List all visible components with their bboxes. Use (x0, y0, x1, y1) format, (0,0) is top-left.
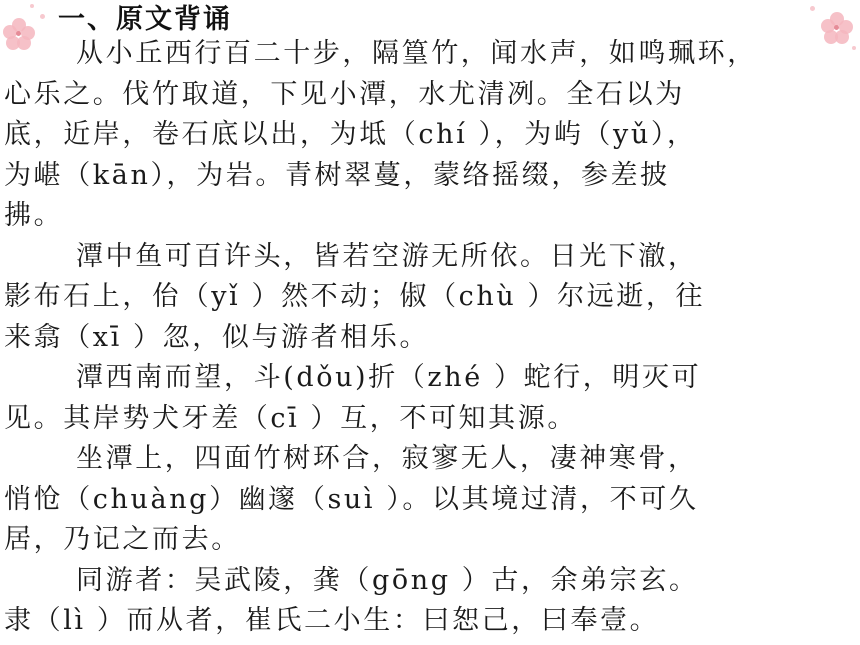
passage-line: 悄怆（chuàng）幽邃（suì ）。以其境过清，不可久 (4, 483, 699, 515)
passage-line: 心乐之。伐竹取道，下见小潭，水尤清冽。全石以为 (4, 78, 685, 110)
petal-dot (30, 4, 34, 8)
passage-line: 拂。 (4, 200, 64, 231)
passage-line: 同游者：吴武陵，龚（gōng ）古，余弟宗玄。 (76, 564, 699, 596)
petal-dot (40, 14, 45, 19)
passage-line: 潭中鱼可百许头，皆若空游无所依。日光下澈， (76, 240, 698, 272)
passage-line: 见。其岸势犬牙差（cī ）互，不可知其源。 (4, 402, 577, 434)
section-heading: 一、原文背诵 (58, 4, 232, 35)
passage-line: 来翕（xī ）忽，似与游者相乐。 (4, 321, 430, 353)
passage-line: 潭西南而望，斗(dǒu)折（zhé ）蛇行，明灭可 (76, 362, 702, 393)
passage-line: 影布石上，佁（yǐ ）然不动；俶（chù ）尔远逝，往 (4, 281, 706, 312)
passage-line: 居，乃记之而去。 (4, 524, 241, 555)
passage-line: 底，近岸，卷石底以出，为坻（chí ），为屿（yǔ）， (4, 119, 697, 150)
passage-text (4, 34, 856, 642)
passage-line: 为嵁（kān），为岩。青树翠蔓，蒙络摇缀，参差披 (4, 159, 670, 191)
passage-line: 从小丘西行百二十步，隔篁竹，闻水声，如鸣珮环， (76, 38, 757, 69)
passage-line: 坐潭上，四面竹树环合，寂寥无人，凄神寒骨， (76, 443, 698, 474)
passage-line: 隶（lì ）而从者，崔氏二小生：曰恕己，曰奉壹。 (4, 605, 660, 636)
petal-dot (810, 6, 815, 11)
